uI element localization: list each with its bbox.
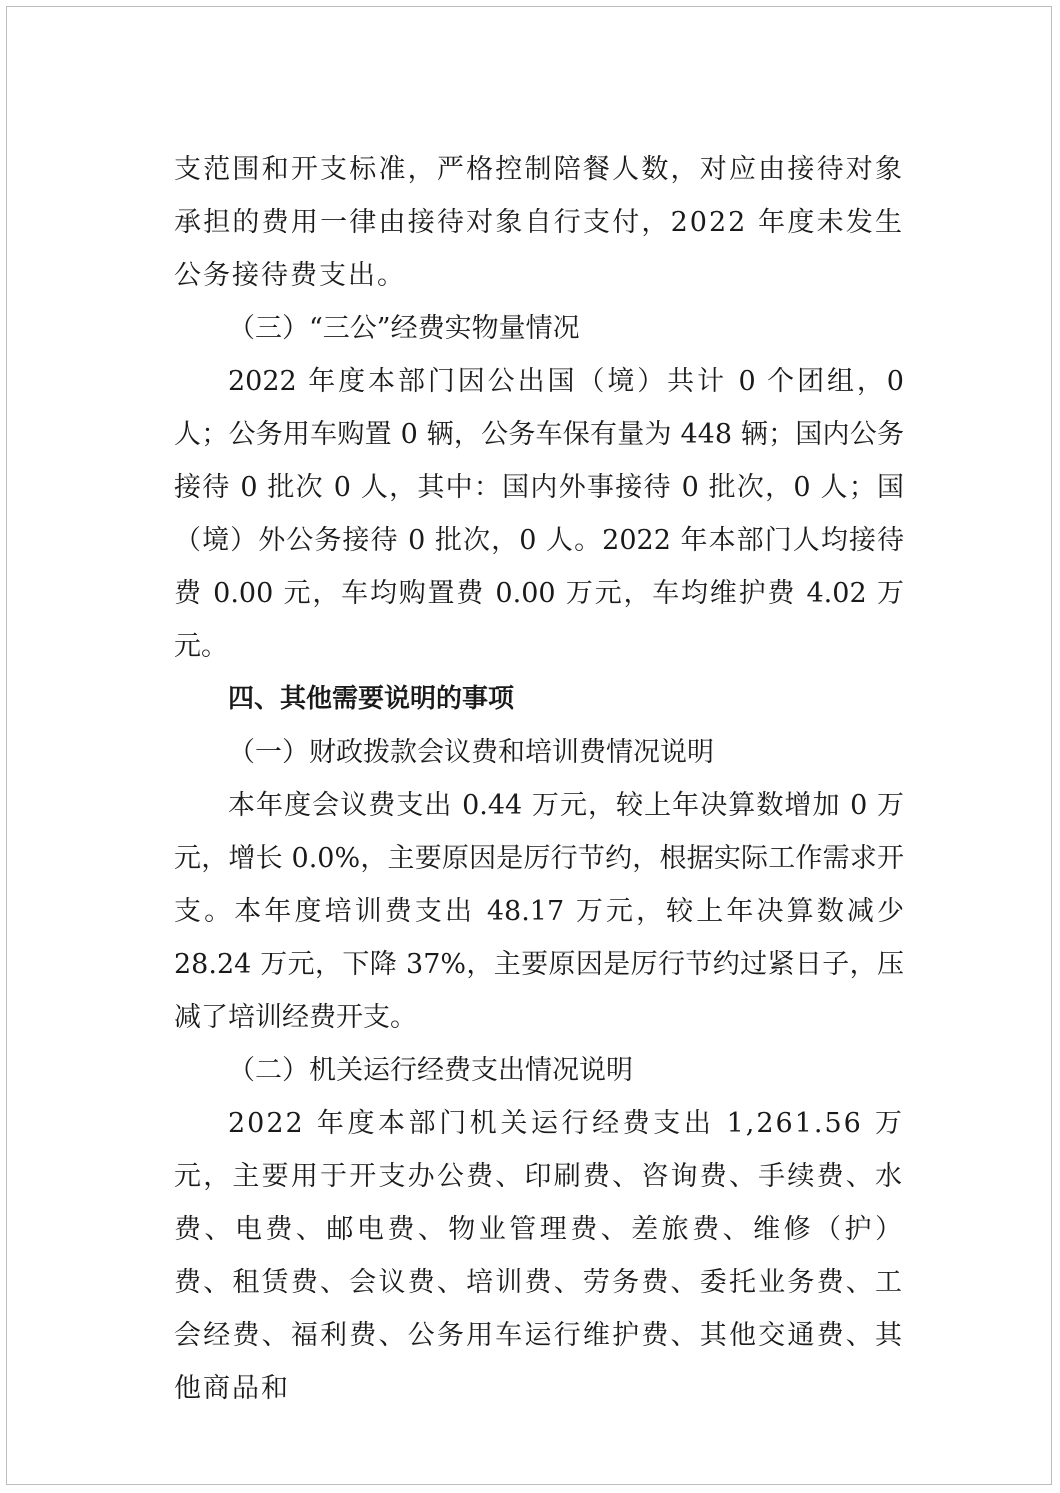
- paragraph-reception-expense: 支范围和开支标准，严格控制陪餐人数，对应由接待对象承担的费用一律由接待对象自行支付，2022 年度未发生公务接待费支出。: [174, 154, 904, 291]
- subheading-operating-expense: （二）机关运行经费支出情况说明: [228, 1055, 633, 1086]
- subheading-physical-quantity: （三）“三公”经费实物量情况: [228, 313, 580, 344]
- section-heading-other-matters: 四、其他需要说明的事项: [228, 684, 515, 714]
- document-body: [174, 143, 904, 1415]
- paragraph-meeting-training: 本年度会议费支出 0.44 万元，较上年决算数增加 0 万元，增长 0.0%，主要原因是厉行节约，根据实际工作需求开支。本年度培训费支出 48.17 万元，较上年决算数减少 28.24 万元，下降 37%，主要原因是厉行节约过紧日子，压减了培训经费开支。: [174, 790, 904, 1033]
- paragraph-operating-expense: 2022 年度本部门机关运行经费支出 1,261.56 万元，主要用于开支办公费、印刷费、咨询费、手续费、水费、电费、邮电费、物业管理费、差旅费、维修（护）费、租赁费、会议费、培训费、劳务费、委托业务费、工会经费、福利费、公务用车运行维护费、其他交通费、其他商品和: [174, 1108, 904, 1404]
- paragraph-physical-quantity: 2022 年度本部门因公出国（境）共计 0 个团组，0 人；公务用车购置 0 辆，公务车保有量为 448 辆；国内公务接待 0 批次 0 人，其中：国内外事接待 0 批次，0 人；国（境）外公务接待 0 批次，0 人。2022 年本部门人均接待费 0.00 元，车均购置费 0.00 万元，车均维护费 4.02 万元。: [174, 366, 904, 662]
- subheading-meeting-training: （一）财政拨款会议费和培训费情况说明: [228, 737, 714, 768]
- page-frame: [6, 6, 1052, 1485]
